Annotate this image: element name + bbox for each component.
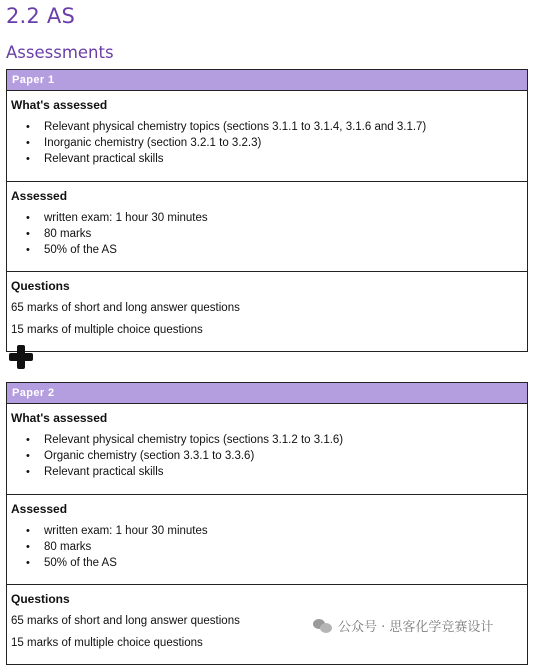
question-line: 15 marks of multiple choice questions xyxy=(11,637,203,649)
paper-2-whats-assessed-list xyxy=(11,432,523,480)
list-item: • 80 marks xyxy=(26,226,523,242)
list-item: • Organic chemistry (section 3.3.1 to 3.3.6) xyxy=(26,448,523,464)
list-item: • 50% of the AS xyxy=(26,242,523,258)
paper-1-whats-assessed xyxy=(7,98,527,182)
paper-1-header: Paper 1 xyxy=(7,70,527,91)
list-item: • 80 marks xyxy=(26,539,523,555)
wechat-icon xyxy=(313,619,333,633)
list-item: • written exam: 1 hour 30 minutes xyxy=(26,210,523,226)
list-item: • written exam: 1 hour 30 minutes xyxy=(26,523,523,539)
paper-2-assessed xyxy=(7,502,527,585)
paper-2-whats-assessed-title: What's assessed xyxy=(11,411,108,425)
paper-1-assessed-title: Assessed xyxy=(11,189,68,203)
paper-2-header: Paper 2 xyxy=(7,383,527,404)
plus-icon xyxy=(9,345,33,369)
paper-1-table xyxy=(6,69,528,352)
paper-2-whats-assessed xyxy=(7,411,527,495)
paper-1-assessed-list xyxy=(11,210,523,258)
paper-1-whats-assessed-list xyxy=(11,119,523,167)
list-item: • Relevant physical chemistry topics (sections 3.1.1 to 3.1.4, 3.1.6 and 3.1.7) xyxy=(26,119,523,135)
section-title: Assessments xyxy=(6,43,114,62)
question-line: 15 marks of multiple choice questions xyxy=(11,324,203,336)
paper-2-assessed-list xyxy=(11,523,523,571)
question-line: 65 marks of short and long answer questions xyxy=(11,615,240,627)
list-item: • 50% of the AS xyxy=(26,555,523,571)
list-item: • Relevant physical chemistry topics (sections 3.1.2 to 3.1.6) xyxy=(26,432,523,448)
list-item: • Relevant practical skills xyxy=(26,151,523,167)
question-line: 65 marks of short and long answer questions xyxy=(11,302,240,314)
paper-1-assessed xyxy=(7,189,527,272)
paper-2-questions-title: Questions xyxy=(11,592,70,606)
paper-2-assessed-title: Assessed xyxy=(11,502,68,516)
paper-1-questions-title: Questions xyxy=(11,279,70,293)
watermark-text: 公众号 · 思客化学竞赛设计 xyxy=(338,620,494,635)
paper-1-whats-assessed-title: What's assessed xyxy=(11,98,108,112)
list-item: • Inorganic chemistry (section 3.2.1 to 3.2.3) xyxy=(26,135,523,151)
list-item: • Relevant practical skills xyxy=(26,464,523,480)
page-title: 2.2 AS xyxy=(6,4,75,28)
paper-1-questions xyxy=(7,279,527,351)
watermark xyxy=(313,616,493,635)
